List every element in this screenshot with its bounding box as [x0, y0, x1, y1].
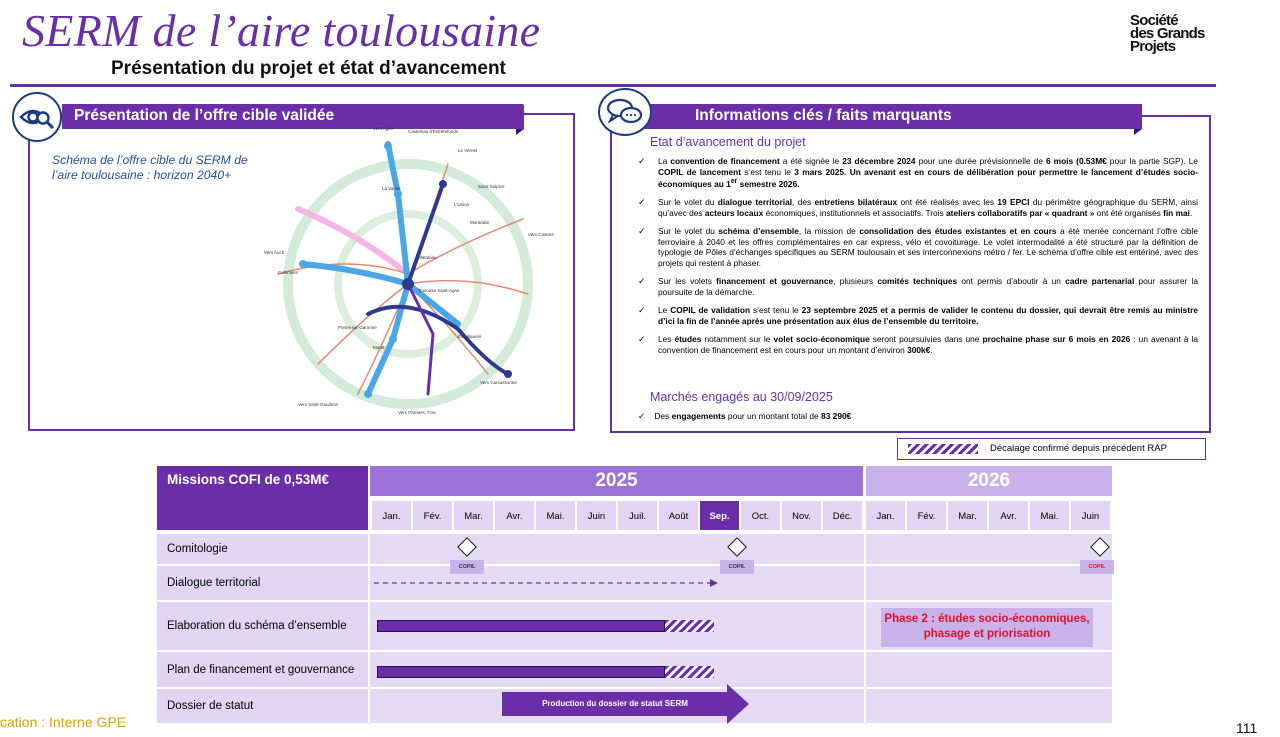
map-label: Toulouse Saint-Agne: [418, 288, 460, 293]
tab-fold: [1134, 129, 1142, 135]
map-station: [299, 260, 307, 268]
engagements-line: [638, 411, 851, 421]
engagements-text: Des engagements pour un montant total de 83 290€: [654, 411, 852, 421]
map-hub: [402, 278, 414, 290]
copil-badge: COPIL: [450, 560, 484, 574]
month-cell: Jan.: [866, 501, 905, 530]
month-cell: Juil.: [618, 501, 657, 530]
timeline-row-label: Dossier de statut: [157, 689, 368, 723]
infos-panel-tab: Informations clés / faits marquants: [640, 104, 1142, 129]
schema-bar: [377, 620, 665, 632]
etat-bullet: ✓ Sur le volet du dialogue territorial, des entretiens bilatéraux ont été réalisés avec les 19 EPCI du périmètre géographique du SERM, ainsi qu’avec des acteurs locaux économiques, institutionnels et associatifs. Trois ateliers collaboratifs par « quadrant » ont été organisés fin mai.: [638, 197, 1198, 218]
offre-panel-tab: Présentation de l’offre cible validée: [62, 104, 524, 129]
map-label: Vers Auch: [264, 250, 285, 255]
map-label: Escalquens: [458, 334, 482, 339]
check-icon: ✓: [638, 305, 646, 316]
check-icon: ✓: [638, 334, 646, 345]
month-cell: Août: [659, 501, 698, 530]
map-label: Matabiau: [418, 255, 437, 260]
etat-bullet: ✓ Les études notamment sur le volet socio-économique seront poursuivies dans une prochaine phase sur 6 mois en 2026 : un avenant à la convention de financement est en cours pour un montant d’environ 300k€.: [638, 334, 1198, 355]
check-icon: ✓: [638, 226, 646, 237]
map-station: [394, 190, 402, 198]
map-label: Colomiers: [278, 270, 299, 275]
timeline-row-label: Plan de financement et gouvernance: [157, 652, 368, 687]
map-line-red: [358, 164, 448, 394]
classification-label: cation : Interne GPE: [0, 714, 127, 730]
etat-bullet: ✓ Le COPIL de validation s’est tenu le 23 septembre 2025 et a permis de valider le contenu du dossier, qui devrait être remis au ministre d’ici la fin de l’année après une présentation aux élus de l’ensemble du territoire.: [638, 305, 1198, 326]
map-label: Montrabé: [470, 220, 490, 225]
timeline-row-cell: [866, 534, 1112, 564]
check-icon: ✓: [638, 197, 646, 208]
map-label: Vers Saint-Gaudens: [298, 402, 339, 407]
map-label: Vers Pamiers, Foix: [398, 410, 436, 415]
marches-title: Marchés engagés au 30/09/2025: [650, 390, 833, 404]
schema-delay-hatch: [665, 620, 714, 632]
legend-label: Décalage confirmé depuis précédent RAP: [990, 443, 1167, 454]
serm-network-map: [258, 124, 568, 424]
map-line-navy: [408, 184, 443, 284]
logo-line: des Grands: [1130, 25, 1205, 42]
year-2026: 2026: [866, 466, 1112, 496]
map-label: Castelnau d'Estrétefonds: [408, 129, 459, 134]
map-label: Muret: [373, 345, 385, 350]
chat-bubbles-icon: [598, 88, 652, 136]
map-label: Vers Carcassonne: [480, 380, 517, 385]
month-cell: Fév.: [907, 501, 946, 530]
etat-bullet: ✓ Sur le volet du schéma d’ensemble, la mission de consolidation des études existantes et en cours a été menée concernant l’offre cible ferroviaire à 2040 et les offres complémentaires en car express, vélo et covoiturage. Le volet intermodalité a été structuré par la définition de typologie de Pôles d’échanges spécifiques au SERM toulousain et ses interconnexions métro / fer. Le schéma d’offre cible est entériné, avec des projets qui restent à phaser.: [638, 226, 1199, 268]
legend: [897, 438, 1206, 460]
header-divider: [10, 84, 1216, 87]
map-label: Vers Castres: [528, 232, 554, 237]
map-label: L'Union: [454, 202, 470, 207]
logo-line: Société: [1130, 12, 1178, 29]
month-cell: Sep.: [700, 501, 739, 530]
page-number: 111: [1236, 720, 1258, 736]
map-label: Portet-sur-Garonne: [338, 325, 377, 330]
timeline-row-cell: [370, 534, 864, 564]
etat-bullet-list: [638, 156, 1198, 363]
timeline-row-cell: [866, 689, 1112, 723]
map-line-navy: [368, 307, 508, 374]
month-cell: Juin: [577, 501, 616, 530]
month-cell: Oct.: [741, 501, 780, 530]
month-cell: Mar.: [454, 501, 493, 530]
month-cell: Mai.: [536, 501, 575, 530]
page-subtitle: Présentation du projet et état d’avancement: [111, 58, 506, 79]
dialogue-dashed-arrow: [372, 577, 722, 589]
timeline-row-label: Comitologie: [157, 534, 368, 564]
month-cell: Nov.: [782, 501, 821, 530]
etat-avancement-title: Etat d’avancement du projet: [650, 135, 806, 149]
company-logo: [1130, 14, 1205, 53]
timeline-row-cell: [866, 566, 1112, 600]
arrow-head-icon: [727, 684, 749, 724]
month-cell: Déc.: [823, 501, 862, 530]
map-label: Vers Agen: [373, 126, 394, 131]
map-station: [384, 142, 392, 150]
eye-search-icon: [12, 92, 62, 142]
phase2-box: Phase 2 : études socio-économiques, phasage et priorisation: [881, 608, 1093, 647]
check-icon: ✓: [638, 156, 646, 166]
offre-caption: Schéma de l’offre cible du SERM de l’aire toulousaine : horizon 2040+: [52, 153, 248, 182]
check-icon: ✓: [638, 411, 646, 421]
page-title: SERM de l’aire toulousaine: [22, 5, 541, 56]
copil-badge: COPIL: [720, 560, 754, 574]
timeline-row-label: Elaboration du schéma d’ensemble: [157, 602, 368, 650]
timeline-header: Missions COFI de 0,53M€: [157, 466, 368, 530]
month-cell: Avr.: [989, 501, 1028, 530]
map-station: [504, 370, 512, 378]
month-cell: Jan.: [372, 501, 411, 530]
map-station: [364, 390, 372, 398]
timeline-row-cell: [866, 652, 1112, 687]
map-label: Saint-Sulpice: [478, 184, 505, 189]
month-cell: Juin: [1071, 501, 1110, 530]
hatch-swatch: [908, 444, 978, 454]
dossier-statut-arrow: Production du dossier de statut SERM: [502, 692, 728, 716]
logo-line: Projets: [1130, 38, 1176, 55]
financement-bar: [377, 666, 665, 678]
month-cell: Fév.: [413, 501, 452, 530]
month-cell: Avr.: [495, 501, 534, 530]
timeline-row-label: Dialogue territorial: [157, 566, 368, 600]
map-label: Le Vernet: [458, 148, 478, 153]
financement-delay-hatch: [665, 666, 714, 678]
year-2025: 2025: [370, 466, 863, 496]
month-cell: Mar.: [948, 501, 987, 530]
map-station: [389, 335, 397, 343]
etat-bullet: ✓ Sur les volets financement et gouvernance, plusieurs comités techniques ont permis d’aboutir à un cadre partenarial pour assurer la poursuite de la démarche.: [638, 276, 1198, 297]
copil-badge-planned: COPIL: [1080, 560, 1114, 574]
map-label: La Vache: [382, 186, 401, 191]
etat-bullet: ✓ La convention de financement a été signée le 23 décembre 2024 pour une durée prévisionnelle de 6 mois (0.53M€ pour la partie SGP). Le COPIL de lancement s’est tenu le 3 mars 2025. Un avenant est en cours de délibération pour permettre le lancement d’études socio-économiques au 1er semestre 2026.: [638, 156, 1198, 189]
check-icon: ✓: [638, 276, 646, 287]
map-station: [439, 180, 447, 188]
month-cell: Mai.: [1030, 501, 1069, 530]
